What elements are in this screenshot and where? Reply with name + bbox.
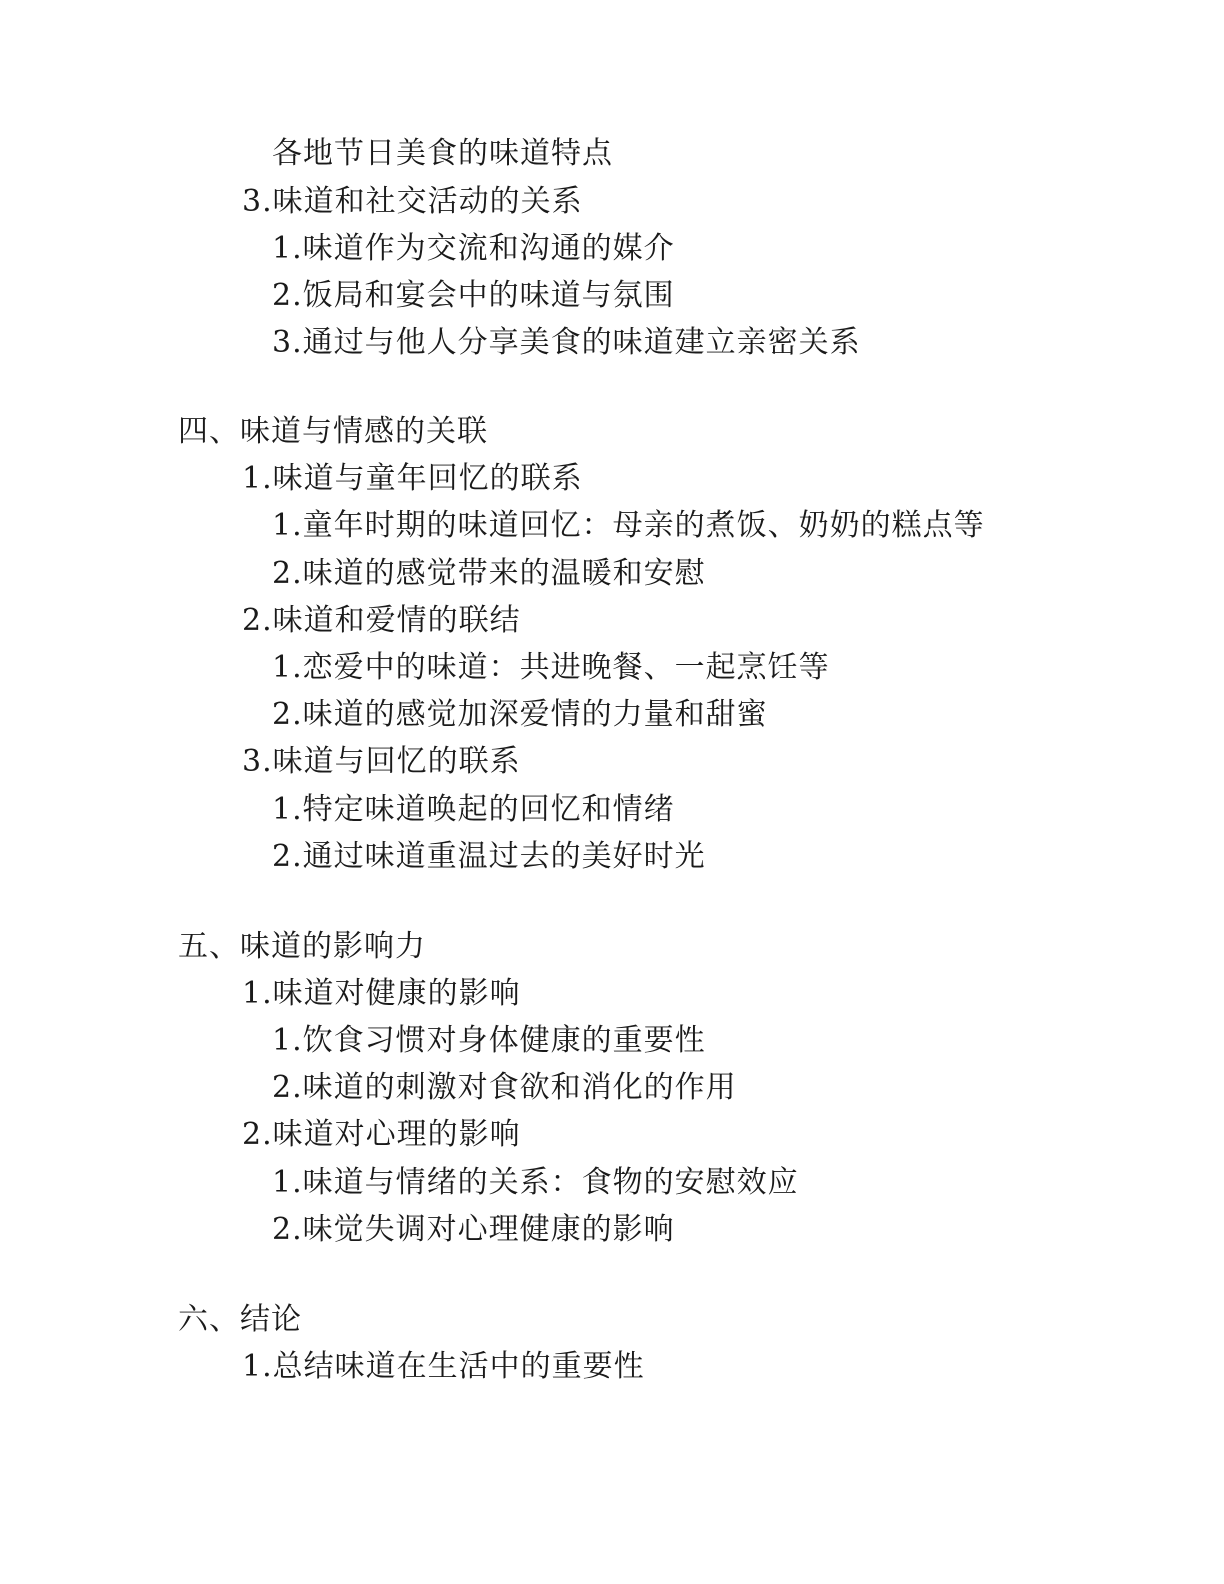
outline-item: 2.饭局和宴会中的味道与氛围 [272,278,675,313]
outline-subheading: 1.味道与童年回忆的联系 [242,461,583,496]
outline-subheading: 2.味道对心理的影响 [242,1117,521,1152]
outline-item: 1.特定味道唤起的回忆和情绪 [272,792,675,827]
outline-item: 2.味道的感觉加深爱情的力量和甜蜜 [272,697,768,732]
outline-item: 1.恋爱中的味道：共进晚餐、一起烹饪等 [272,650,830,685]
outline-item: 各地节日美食的味道特点 [272,136,613,171]
outline-subheading: 2.味道和爱情的联结 [242,603,521,638]
outline-item: 3.通过与他人分享美食的味道建立亲密关系 [272,325,861,360]
outline-subheading: 1.总结味道在生活中的重要性 [242,1349,645,1384]
section-heading: 六、结论 [178,1302,302,1337]
outline-item: 1.味道与情绪的关系：食物的安慰效应 [272,1165,799,1200]
outline-subheading: 1.味道对健康的影响 [242,976,521,1011]
outline-subheading: 3.味道与回忆的联系 [242,744,521,779]
section-heading: 四、味道与情感的关联 [178,414,488,449]
outline-item: 2.味道的感觉带来的温暖和安慰 [272,556,706,591]
outline-item: 1.饮食习惯对身体健康的重要性 [272,1023,706,1058]
outline-item: 2.味觉失调对心理健康的影响 [272,1212,675,1247]
section-heading: 五、味道的影响力 [178,929,426,964]
outline-item: 2.通过味道重温过去的美好时光 [272,839,706,874]
outline-item: 2.味道的刺激对食欲和消化的作用 [272,1070,737,1105]
outline-item: 1.味道作为交流和沟通的媒介 [272,231,675,266]
outline-subheading: 3.味道和社交活动的关系 [242,184,583,219]
outline-item: 1.童年时期的味道回忆：母亲的煮饭、奶奶的糕点等 [272,508,985,543]
